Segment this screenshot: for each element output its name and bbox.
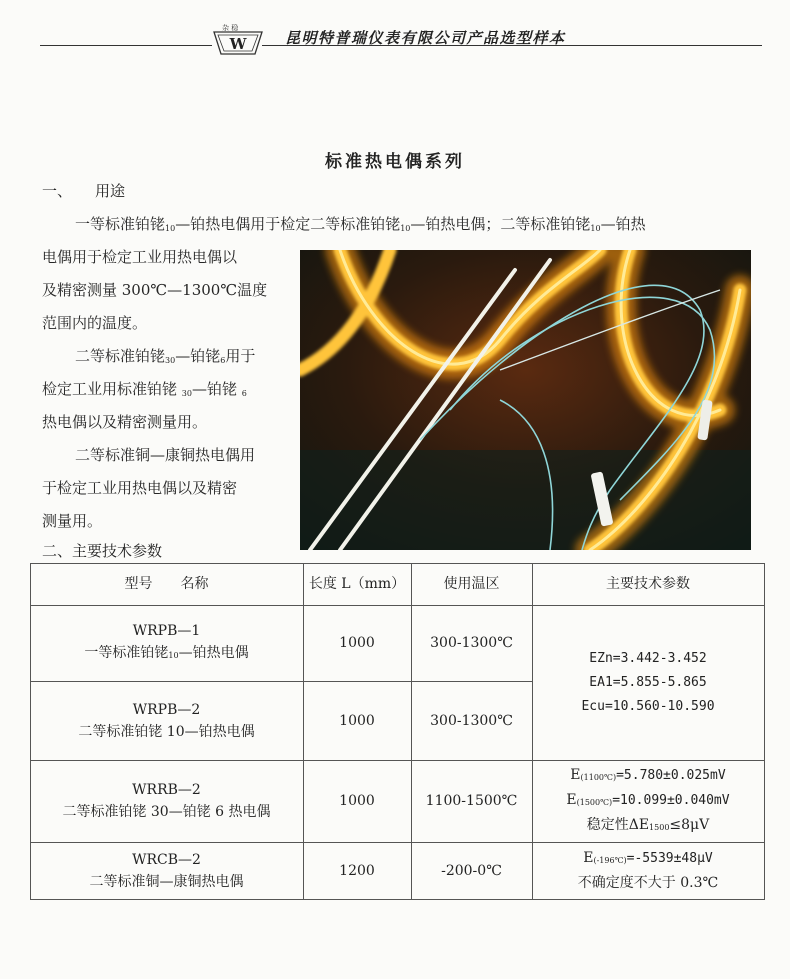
param-e1100: $E_{(1100℃)}=5.780\pm 0.025mV$ bbox=[570, 766, 726, 783]
paragraph3-line1: 二等标准铜—康铜热电偶用 bbox=[75, 446, 256, 464]
table-row-3-name bbox=[30, 760, 303, 842]
header-rule-left bbox=[40, 45, 212, 46]
paragraph1-line4: 范围内的温度。 bbox=[42, 314, 148, 332]
page-title: 标准热电偶系列 bbox=[325, 152, 465, 172]
param-e1500: $E_{(1500℃)}=10.099\pm 0.040mV$ bbox=[566, 791, 730, 808]
product-name: 一等标准铂铑$_{10}$—铂热电偶 bbox=[84, 644, 249, 661]
table-params-shared bbox=[532, 605, 764, 760]
table-row-4-range: -200-0℃ bbox=[441, 862, 502, 879]
model-code: WRPB—1 bbox=[132, 622, 201, 639]
model-code: WRRB—2 bbox=[132, 782, 201, 798]
table-row-1-length: 1000 bbox=[339, 635, 375, 651]
header-range: 使用温区 bbox=[443, 576, 500, 592]
spec-table bbox=[30, 563, 765, 900]
header-length: 长度 L（mm） bbox=[308, 576, 406, 592]
product-name: 二等标准铂铑 10—铂热电偶 bbox=[78, 723, 255, 740]
section2-title: 二、主要技术参数 bbox=[42, 542, 163, 560]
paragraph2-line2: 检定工业用标准铂铑 $_{30}$—铂铑 $_6$ bbox=[42, 380, 247, 398]
param-ecu: Ecu=10.560-10.590 bbox=[581, 698, 715, 714]
paragraph1-line2: 电偶用于检定工业用热电偶以 bbox=[42, 248, 238, 266]
param-ea1: EA1=5.855-5.865 bbox=[589, 674, 707, 690]
param-uncertainty: 不确定度不大于 0.3℃ bbox=[577, 874, 719, 891]
paragraph1-line3: 及精密测量 300℃—1300℃温度 bbox=[42, 281, 268, 299]
product-name: 二等标准铂铑 30—铂铑 6 热电偶 bbox=[62, 804, 271, 820]
header-params: 主要技术参数 bbox=[606, 576, 690, 592]
table-row-1-name bbox=[30, 605, 303, 681]
param-e196: $E_{(-196℃)}=-5539\pm 48\mu V$ bbox=[583, 849, 713, 866]
logo-letter: W bbox=[229, 35, 247, 53]
product-name: 二等标准铜—康铜热电偶 bbox=[89, 873, 244, 890]
table-rule bbox=[764, 563, 765, 900]
company-logo-icon bbox=[212, 26, 264, 56]
table-row-4-length: 1200 bbox=[339, 862, 375, 879]
header-model-name: 型号 名称 bbox=[124, 576, 209, 592]
table-row-2-name bbox=[30, 681, 303, 760]
paragraph3-line3: 测量用。 bbox=[42, 512, 103, 530]
company-title: 昆明特普瑞仪表有限公司产品选型样本 bbox=[285, 29, 566, 47]
thermocouple-photo bbox=[300, 250, 751, 550]
table-row-3-length: 1000 bbox=[339, 793, 375, 809]
section1-title: 用途 bbox=[95, 182, 126, 200]
table-row-3-range: 1100-1500℃ bbox=[425, 793, 518, 809]
table-rule bbox=[30, 899, 765, 900]
section1-number: 一、 bbox=[42, 182, 73, 200]
table-row-1-range: 300-1300℃ bbox=[430, 635, 513, 651]
table-row-4-name bbox=[30, 842, 303, 899]
model-code: WRPB—2 bbox=[132, 701, 201, 718]
logo-tag: 杂 稳 bbox=[222, 24, 239, 32]
model-code: WRCB—2 bbox=[132, 851, 201, 868]
param-stability: 稳定性$\Delta E_{1500}\le 8\mu V$ bbox=[586, 816, 710, 833]
paragraph2-line3: 热电偶以及精密测量用。 bbox=[42, 413, 208, 431]
paragraph2-line1: 二等标准铂铑$_{30}$—铂铑$_6$用于 bbox=[75, 347, 256, 365]
paragraph3-line2: 于检定工业用热电偶以及精密 bbox=[42, 479, 238, 497]
table-row-2-range: 300-1300℃ bbox=[430, 712, 513, 729]
table-row-3-params bbox=[532, 760, 764, 842]
table-row-2-length: 1000 bbox=[339, 712, 375, 729]
paragraph1-line1: 一等标准铂铑$_{10}$—铂热电偶用于检定二等标准铂铑$_{10}$—铂热电偶；二等标准铂铑$_{10}$—铂热 bbox=[75, 215, 646, 233]
table-row-4-params bbox=[532, 842, 764, 899]
param-ezn: EZn=3.442-3.452 bbox=[589, 650, 707, 666]
